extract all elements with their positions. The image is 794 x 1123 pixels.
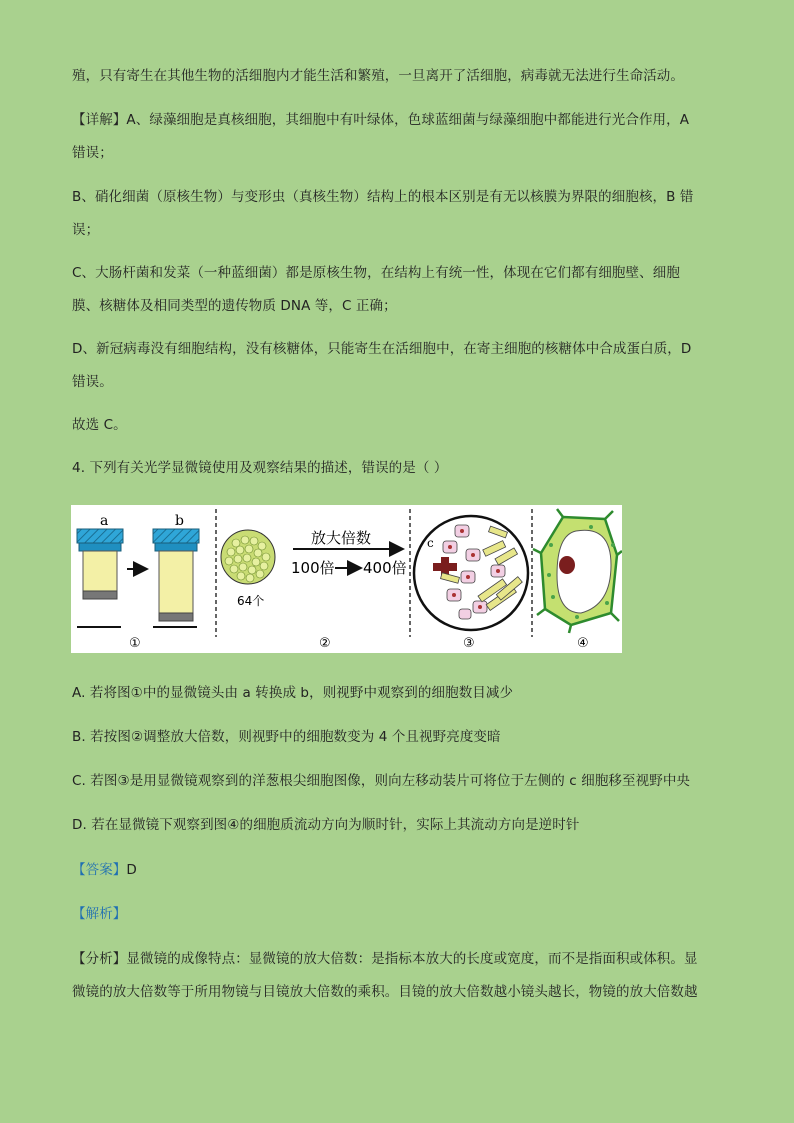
panel-3-label: ③ (463, 636, 475, 651)
text-line: D、新冠病毒没有细胞结构，没有核糖体，只能寄生在活细胞中，在寄主细胞的核糖体中合成蛋白质，D (72, 341, 692, 357)
figure-svg (71, 505, 622, 653)
option-b: B. 若按图②调整放大倍数，则视野中的细胞数变为 4 个且视野亮度变暗 (72, 729, 501, 745)
analysis-paragraph (72, 943, 722, 976)
text-line: 故选 C。 (72, 417, 127, 433)
question-4: 4. 下列有关光学显微镜使用及观察结果的描述，错误的是（ ） (72, 460, 448, 476)
answer-value: D (126, 862, 137, 878)
text-line: C、大肠杆菌和发菜（一种蓝细菌）都是原核生物，在结构上有统一性，体现在它们都有细胞壁、细胞 (72, 265, 680, 281)
panel-3 (414, 516, 528, 651)
answer-line (72, 854, 722, 887)
text-line: A、绿藻细胞是真核细胞，其细胞中有叶绿体，色球蓝细菌与绿藻细胞中都能进行光合作用，A (126, 112, 690, 128)
text-line: B、硝化细菌（原核生物）与变形虫（真核生物）结构上的根本区别是有无以核膜为界限的细胞核，B 错 (72, 189, 694, 205)
panel-1-label: ① (129, 636, 141, 651)
text-line: 膜、核糖体及相同类型的遗传物质 DNA 等，C 正确； (72, 298, 397, 314)
option-a: A. 若将图①中的显微镜头由 a 转换成 b，则视野中观察到的细胞数目减少 (72, 685, 514, 701)
microscope-figure (71, 505, 622, 653)
text-line: 微镜的放大倍数等于所用物镜与目镜放大倍数的乘积。目镜的放大倍数越小镜头越长，物镜的放大倍数越 (72, 984, 698, 1000)
panel-4 (533, 509, 622, 651)
label-b: b (175, 513, 184, 529)
lens-a-icon (77, 529, 123, 599)
panel-2 (221, 529, 407, 651)
mag-to-label: 400倍 (363, 559, 407, 577)
text-line: 显微镜的成像特点：显微镜的放大倍数：是指标本放大的长度或宽度，而不是指面积或体积。显 (126, 951, 698, 967)
analysis-tag: 【解析】 (72, 906, 127, 922)
magnification-label: 放大倍数 (311, 529, 372, 547)
label-c: c (427, 536, 434, 550)
detail-tag: 【详解】 (72, 112, 127, 128)
panel-1 (77, 513, 199, 651)
label-a: a (100, 513, 109, 529)
text-line: 错误； (72, 145, 113, 161)
lens-b-icon (153, 529, 199, 621)
answer-tag: 【答案】 (72, 862, 127, 878)
option-c: C. 若图③是用显微镜观察到的洋葱根尖细胞图像，则向左移动装片可将位于左侧的 c 细胞移至视野中央 (72, 773, 691, 789)
text-line: 误； (72, 222, 100, 238)
panel-4-label: ④ (577, 636, 589, 651)
cell-count-label: 64个 (237, 594, 265, 608)
text-line: 殖，只有寄生在其他生物的活细胞内才能生活和繁殖，一旦离开了活细胞，病毒就无法进行生命活动。 (72, 68, 684, 84)
mag-from-label: 100倍 (291, 559, 335, 577)
panel-2-label: ② (319, 636, 331, 651)
fenxi-tag: 【分析】 (72, 951, 127, 967)
option-d: D. 若在显微镜下观察到图④的细胞质流动方向为顺时针，实际上其流动方向是逆时针 (72, 817, 580, 833)
text-line: 错误。 (72, 374, 113, 390)
detail-paragraph (72, 104, 722, 137)
plant-cell-icon (533, 509, 622, 633)
